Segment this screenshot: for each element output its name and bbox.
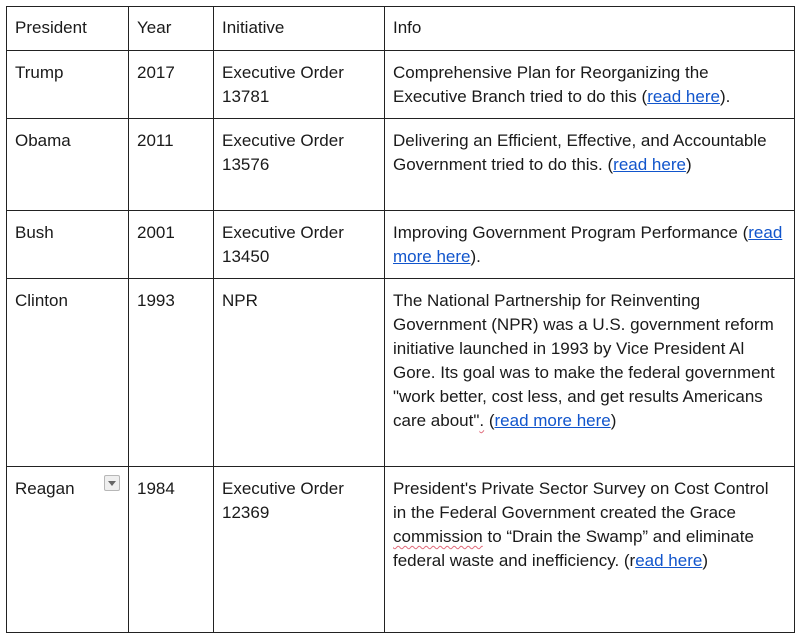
header-president[interactable]: President xyxy=(7,7,129,51)
spellcheck-mark: . xyxy=(479,411,485,430)
table-row xyxy=(7,119,795,211)
table-container xyxy=(6,6,795,633)
cell-year[interactable]: 1984 xyxy=(129,467,214,633)
cell-info[interactable]: Improving Government Program Performance (read more here). xyxy=(385,211,795,279)
cell-initiative[interactable]: Executive Order 12369 xyxy=(214,467,385,633)
cell-info[interactable]: Delivering an Efficient, Effective, and Accountable Government tried to do this. (read here) xyxy=(385,119,795,211)
spellcheck-mark: commission xyxy=(393,527,483,546)
cell-president[interactable]: Clinton xyxy=(7,279,129,467)
cell-initiative[interactable]: NPR xyxy=(214,279,385,467)
cell-info[interactable]: The National Partnership for Reinventing Government (NPR) was a U.S. government reform initiative launched in 1993 by Vice President Al Gore. Its goal was to make the federal government "work better, cost less, and get results Americans care about". (read more here) xyxy=(385,279,795,467)
cell-president[interactable]: Obama xyxy=(7,119,129,211)
cell-initiative[interactable]: Executive Order 13781 xyxy=(214,51,385,119)
read-link[interactable]: read here xyxy=(647,87,720,106)
read-link[interactable]: ead here xyxy=(635,551,703,570)
cell-initiative[interactable]: Executive Order 13576 xyxy=(214,119,385,211)
read-link[interactable]: read more here xyxy=(494,411,611,430)
cell-year[interactable]: 2011 xyxy=(129,119,214,211)
table-row xyxy=(7,211,795,279)
presidents-table xyxy=(6,6,795,633)
header-year[interactable]: Year xyxy=(129,7,214,51)
table-row xyxy=(7,51,795,119)
header-info[interactable]: Info xyxy=(385,7,795,51)
table-row xyxy=(7,467,795,633)
chevron-down-icon[interactable] xyxy=(104,475,120,491)
table-row xyxy=(7,279,795,467)
header-row xyxy=(7,7,795,51)
cell-president[interactable]: Trump xyxy=(7,51,129,119)
cell-president[interactable]: Bush xyxy=(7,211,129,279)
read-link[interactable]: read more here xyxy=(393,223,783,266)
cell-info[interactable]: Comprehensive Plan for Reorganizing the Executive Branch tried to do this (read here). xyxy=(385,51,795,119)
read-link[interactable]: read here xyxy=(613,155,686,174)
cell-year[interactable]: 1993 xyxy=(129,279,214,467)
cell-year[interactable]: 2001 xyxy=(129,211,214,279)
cell-info[interactable]: President's Private Sector Survey on Cost Control in the Federal Government created the Grace commission to “Drain the Swamp” and eliminate federal waste and inefficiency. (read here) xyxy=(385,467,795,633)
cell-year[interactable]: 2017 xyxy=(129,51,214,119)
cell-initiative[interactable]: Executive Order 13450 xyxy=(214,211,385,279)
cell-president[interactable]: Reagan xyxy=(7,467,129,633)
header-initiative[interactable]: Initiative xyxy=(214,7,385,51)
